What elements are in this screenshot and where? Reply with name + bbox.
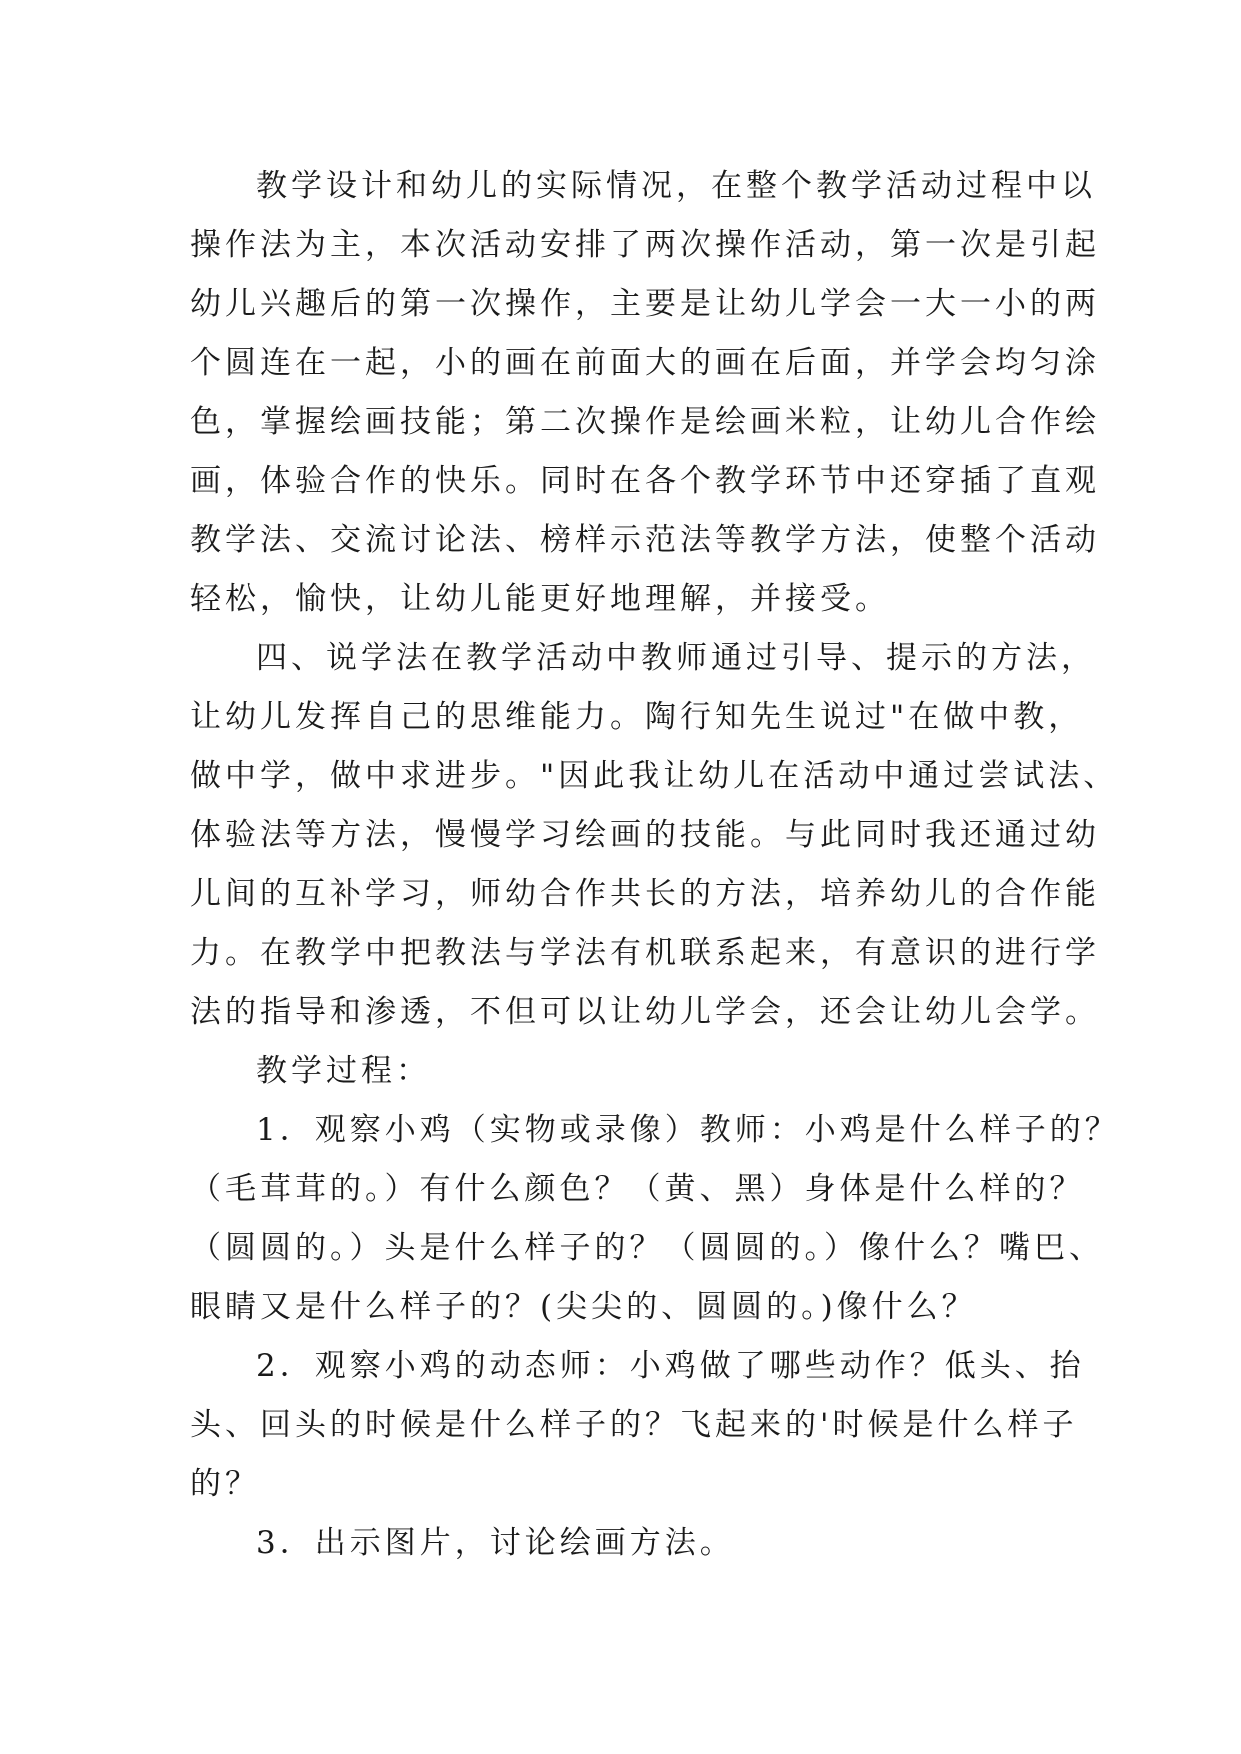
list-item-line: 1．观察小鸡（实物或录像）教师：小鸡是什么样子的？: [256, 1112, 1120, 1148]
text-line: （圆圆的。）头是什么样子的？（圆圆的。）像什么？嘴巴、: [190, 1230, 1104, 1266]
text-line: 操作法为主，本次活动安排了两次操作活动，第一次是引起: [190, 227, 1100, 263]
document-body: [190, 157, 1120, 1573]
text-line: 的？: [190, 1466, 260, 1502]
text-line: 体验法等方法，慢慢学习绘画的技能。与此同时我还通过幼: [190, 817, 1100, 853]
text-line: 幼儿兴趣后的第一次操作，主要是让幼儿学会一大一小的两: [190, 286, 1100, 322]
text-line: 做中学，做中求进步。"因此我让幼儿在活动中通过尝试法、: [190, 758, 1119, 794]
text-line: 个圆连在一起，小的画在前面大的画在后面，并学会均匀涂: [190, 345, 1100, 381]
subheading-line: 教学过程：: [256, 1053, 431, 1089]
text-line: 教学法、交流讨论法、榜样示范法等教学方法，使整个活动: [190, 522, 1100, 558]
text-line: 头、回头的时候是什么样子的？飞起来的'时候是什么样子: [190, 1407, 1078, 1443]
text-line: （毛茸茸的。）有什么颜色？（黄、黑）身体是什么样的？: [190, 1171, 1085, 1207]
text-line: 眼睛又是什么样子的？(尖尖的、圆圆的。)像什么？: [190, 1289, 977, 1325]
text-line: 画，体验合作的快乐。同时在各个教学环节中还穿插了直观: [190, 463, 1100, 499]
list-item-line: 3．出示图片，讨论绘画方法。: [256, 1525, 735, 1561]
text-line: 力。在教学中把教法与学法有机联系起来，有意识的进行学: [190, 935, 1100, 971]
text-line: 儿间的互补学习，师幼合作共长的方法，培养幼儿的合作能: [190, 876, 1100, 912]
text-line: 色，掌握绘画技能；第二次操作是绘画米粒，让幼儿合作绘: [190, 404, 1100, 440]
text-line: 教学设计和幼儿的实际情况，在整个教学活动过程中以: [256, 168, 1096, 204]
section-heading-line: 四、说学法在教学活动中教师通过引导、提示的方法，: [256, 640, 1096, 676]
list-item-line: 2．观察小鸡的动态师：小鸡做了哪些动作？低头、抬: [256, 1348, 1085, 1384]
text-line: 让幼儿发挥自己的思维能力。陶行知先生说过"在做中教，: [190, 699, 1084, 735]
text-line: 法的指导和渗透，不但可以让幼儿学会，还会让幼儿会学。: [190, 994, 1100, 1030]
text-line: 轻松，愉快，让幼儿能更好地理解，并接受。: [190, 581, 890, 617]
